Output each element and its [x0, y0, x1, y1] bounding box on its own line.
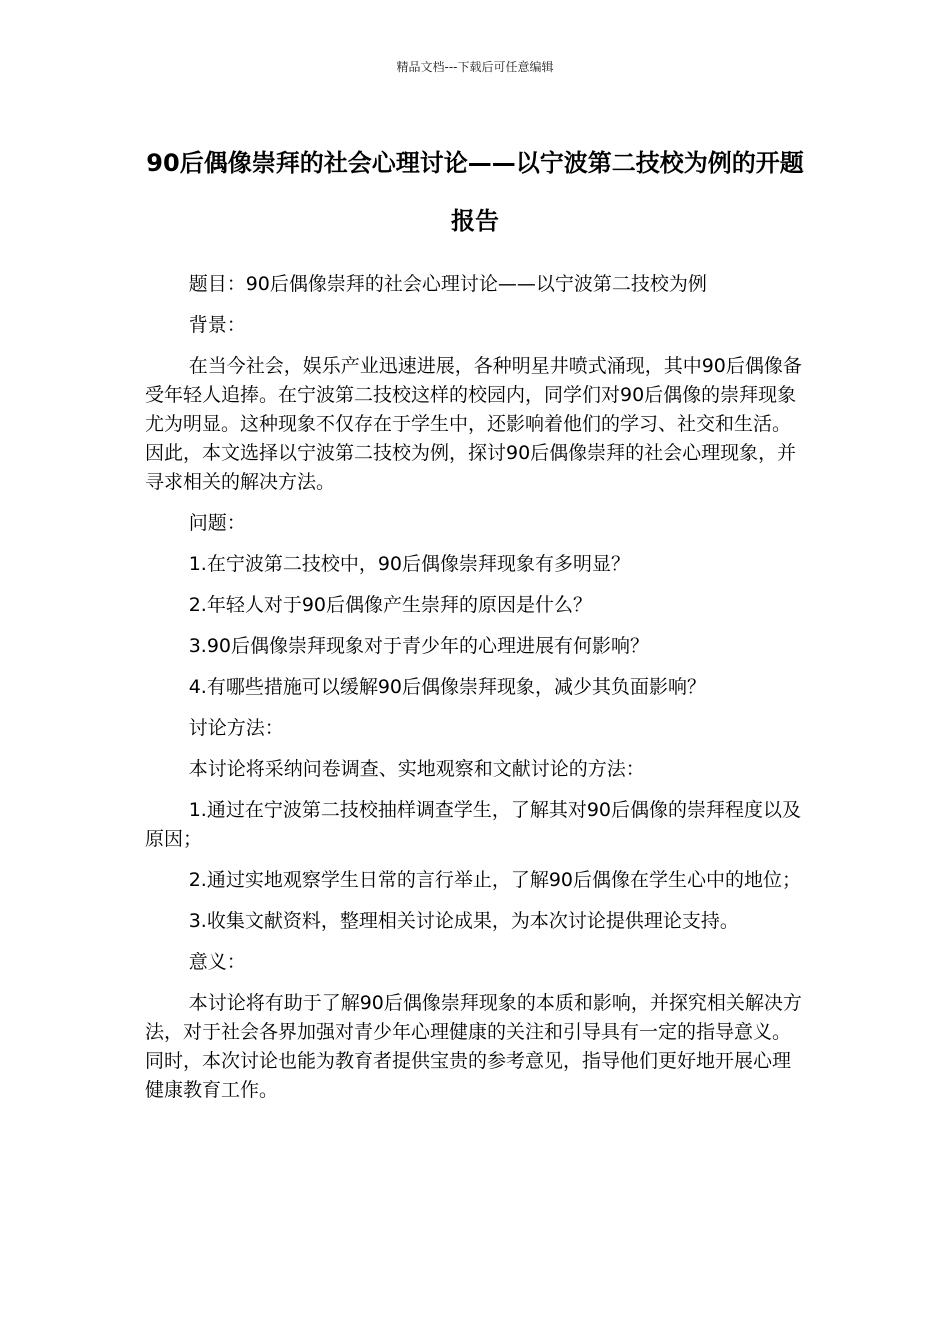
question-item: 2.年轻人对于90后偶像产生崇拜的原因是什么？	[188, 594, 592, 616]
method-item: 3.收集文献资料，整理相关讨论成果，为本次讨论提供理论支持。	[188, 910, 739, 932]
question-item: 1.在宁波第二技校中，90后偶像崇拜现象有多明显？	[188, 553, 630, 575]
background-label: 背景：	[188, 314, 246, 336]
topic-line: 题目：90后偶像崇拜的社会心理讨论——以宁波第二技校为例	[188, 273, 707, 295]
background-paragraph: 在当今社会，娱乐产业迅速进展，各种明星井喷式涌现，其中90后偶像备受年轻人追捧。在宁波第二技校这样的校园内，同学们对90后偶像的崇拜现象尤为明显。这种现象不仅存在于学生中，还影响着他们的学习、社交和生活。因此，本文选择以宁波第二技校为例，探讨90后偶像崇拜的社会心理现象，并寻求相关的解决方法。	[145, 355, 802, 493]
page-header-note: 精品文档---下载后可任意编辑	[396, 60, 554, 74]
method-label: 讨论方法：	[188, 717, 284, 739]
significance-paragraph: 本讨论将有助于了解90后偶像崇拜现象的本质和影响，并探究相关解决方法，对于社会各界加强对青少年心理健康的关注和引导具有一定的指导意义。同时，本次讨论也能为教育者提供宝贵的参考意见，指导他们更好地开展心理健康教育工作。	[145, 992, 802, 1101]
method-intro: 本讨论将采纳问卷调查、实地观察和文献讨论的方法：	[188, 758, 645, 780]
significance-label: 意义：	[188, 951, 246, 973]
document-body	[145, 270, 805, 1117]
question-item: 4.有哪些措施可以缓解90后偶像崇拜现象，减少其负面影响？	[188, 676, 706, 698]
document-title: 90后偶像崇拜的社会心理讨论——以宁波第二技校为例的开题报告	[146, 149, 804, 235]
question-item: 3.90后偶像崇拜现象对于青少年的心理进展有何影响？	[188, 635, 649, 657]
questions-label: 问题：	[188, 512, 246, 534]
method-item: 2.通过实地观察学生日常的言行举止，了解90后偶像在学生心中的地位；	[188, 869, 801, 891]
method-item: 1.通过在宁波第二技校抽样调查学生，了解其对90后偶像的崇拜程度以及原因；	[145, 799, 801, 850]
